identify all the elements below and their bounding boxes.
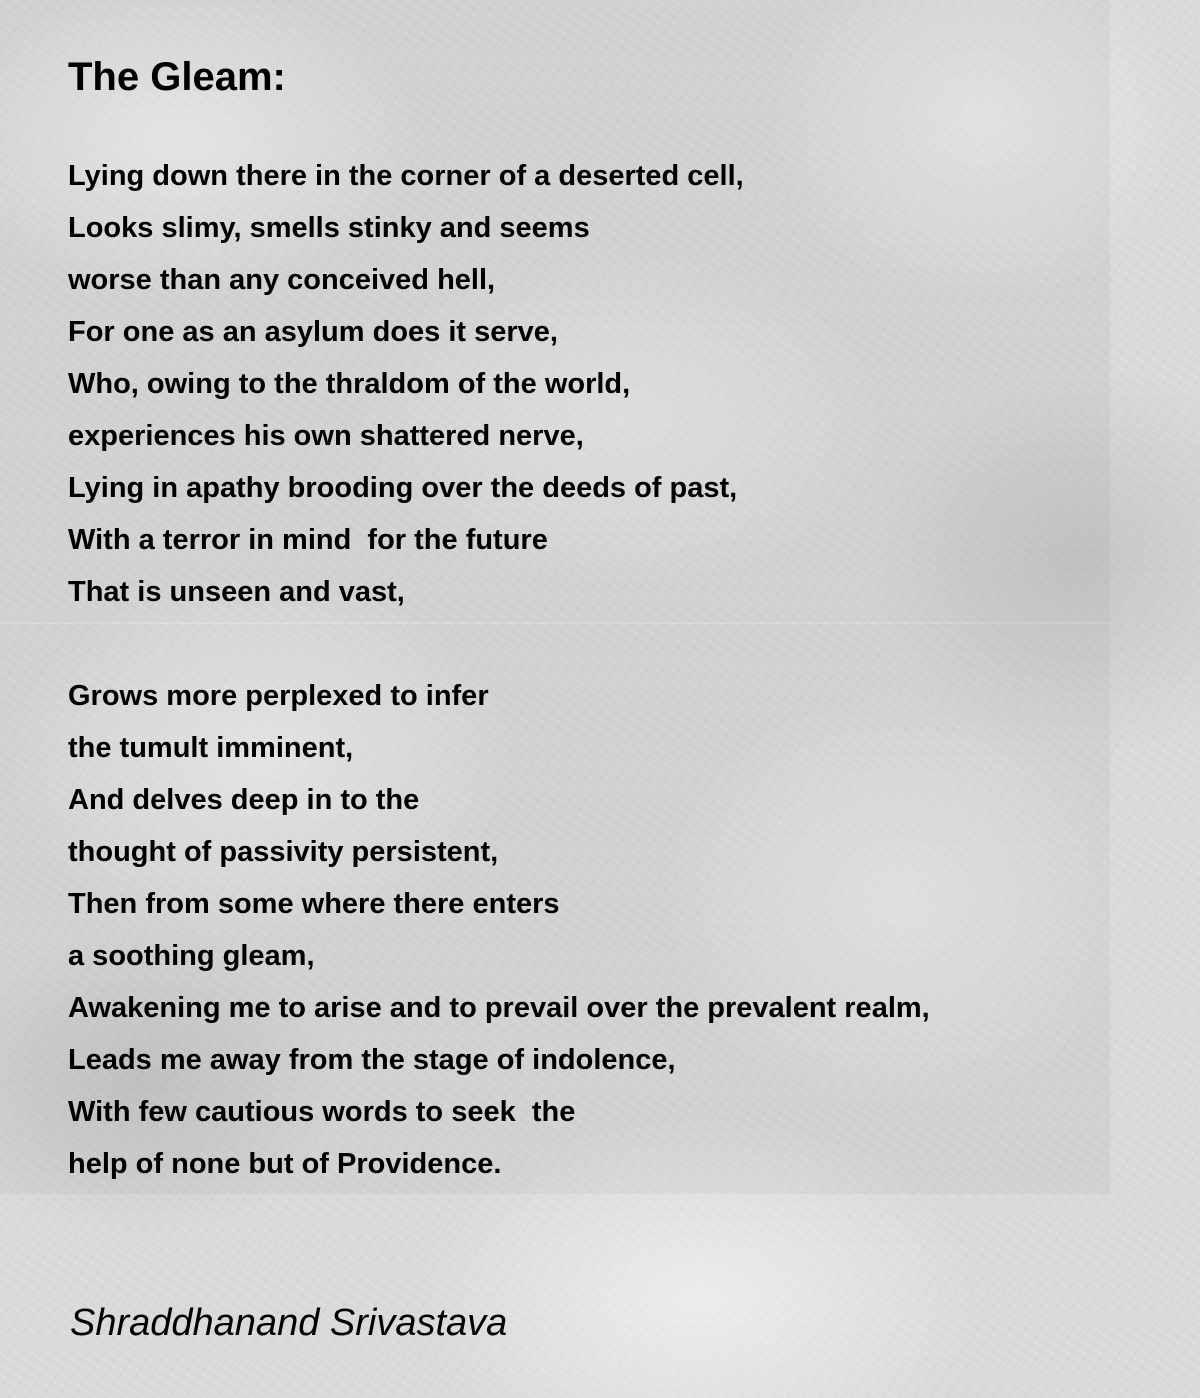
poem-line: Grows more perplexed to infer [68, 680, 489, 712]
poem-line: Then from some where there enters [68, 888, 560, 920]
poem-line: the tumult imminent, [68, 732, 354, 764]
stanza-1 [68, 150, 744, 618]
poem-line: And delves deep in to the [68, 784, 420, 816]
poem-line: Who, owing to the thraldom of the world, [68, 368, 631, 400]
poem-line: a soothing gleam, [68, 940, 315, 972]
poem-line: Leads me away from the stage of indolence, [68, 1044, 676, 1076]
poem-line: worse than any conceived hell, [68, 264, 496, 296]
poem-line: help of none but of Providence. [68, 1148, 502, 1180]
poem-author: Shraddhanand Srivastava [70, 1302, 508, 1344]
poem-line: Looks slimy, smells stinky and seems [68, 212, 590, 244]
poem-line: For one as an asylum does it serve, [68, 316, 558, 348]
poem-line: Lying down there in the corner of a deserted cell, [68, 160, 744, 192]
poem-line: Awakening me to arise and to prevail over the prevalent realm, [68, 992, 930, 1024]
poem-line: thought of passivity persistent, [68, 836, 499, 868]
stanza-2 [68, 670, 930, 1190]
poem-line: With a terror in mind for the future [68, 524, 548, 556]
poem-line: With few cautious words to seek the [68, 1096, 576, 1128]
poem-title: The Gleam: [68, 55, 286, 99]
poem-line: experiences his own shattered nerve, [68, 420, 584, 452]
poem-line: Lying in apathy brooding over the deeds of past, [68, 472, 738, 504]
poem-line: That is unseen and vast, [68, 576, 405, 608]
